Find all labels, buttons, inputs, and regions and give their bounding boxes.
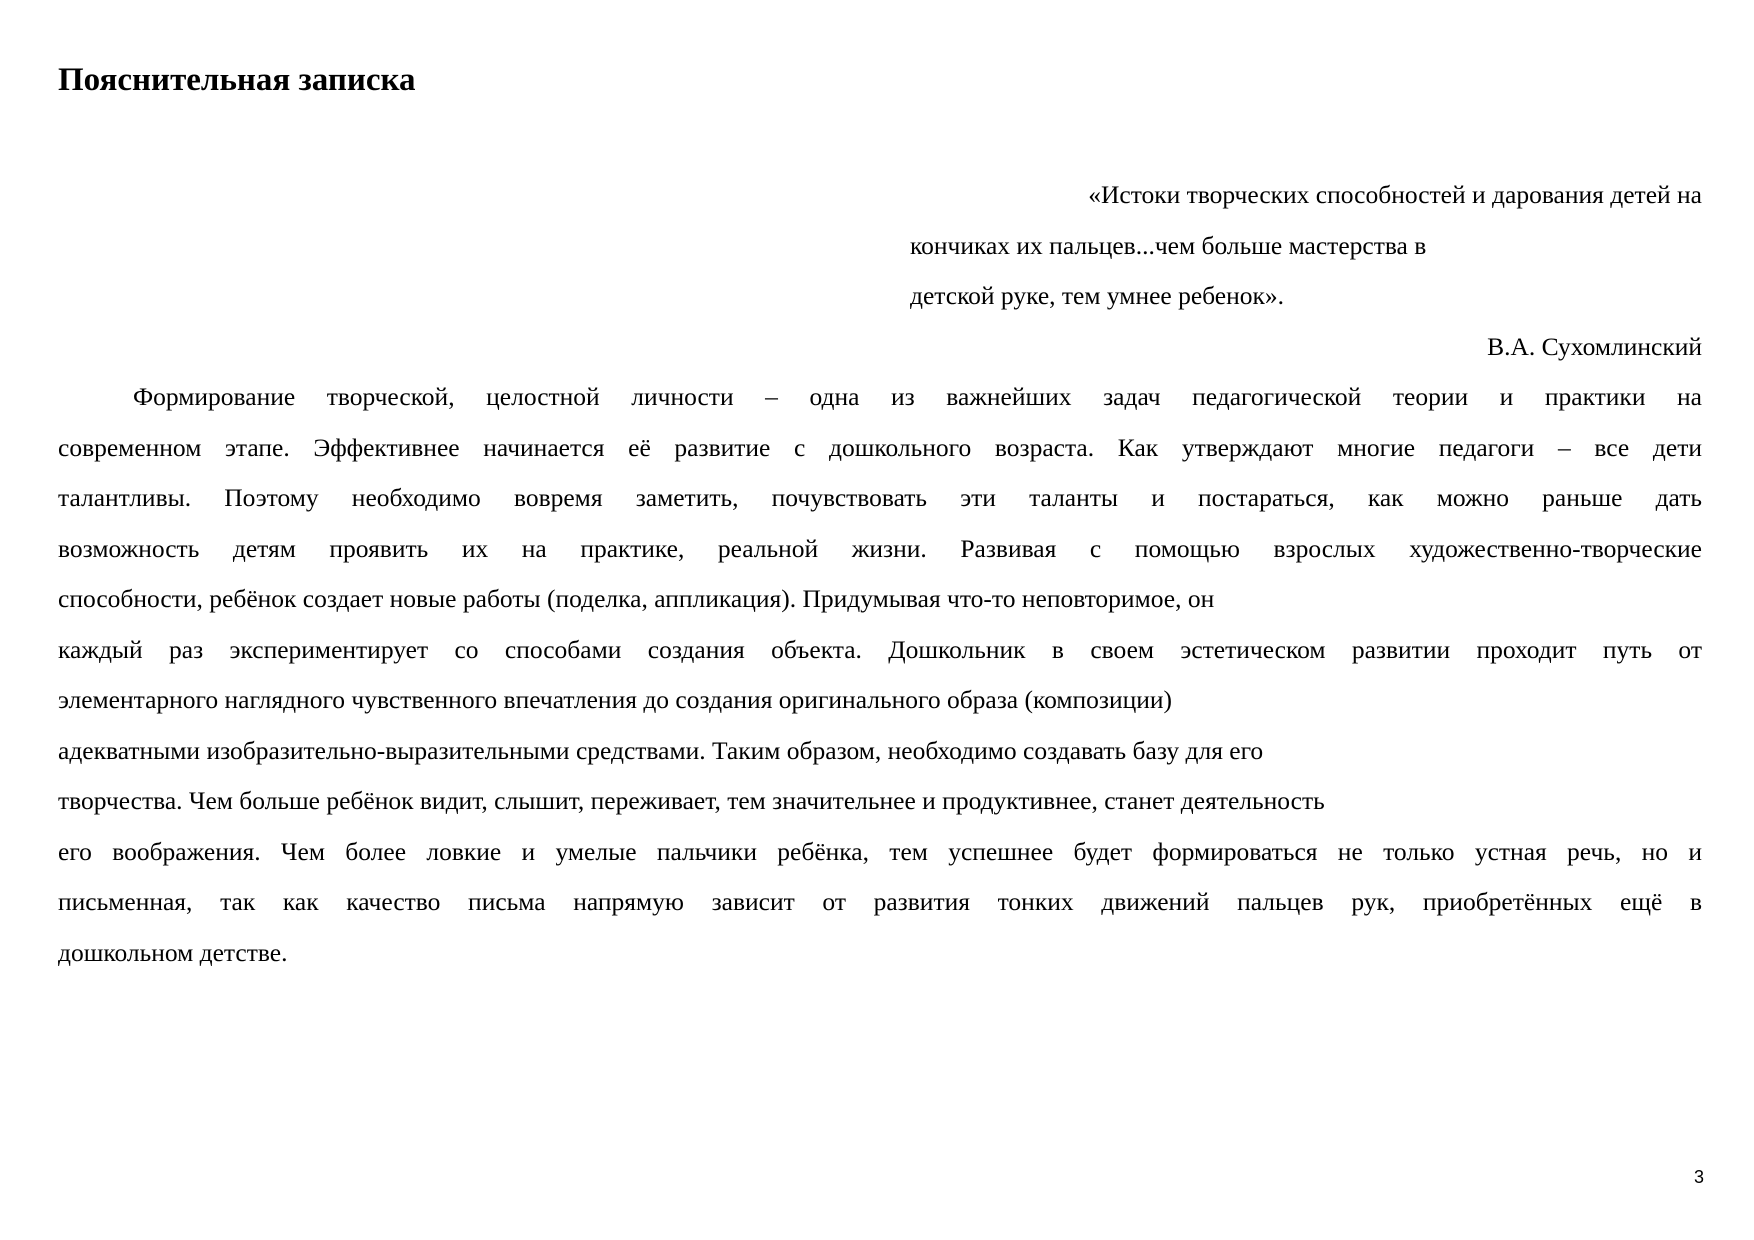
body-line-11: письменная, так как качество письма напрямую зависит от развития тонких движений пальцев рук, приобретённых ещё в [58, 887, 1702, 916]
body-line-4: возможность детям проявить их на практике, реальной жизни. Развивая с помощью взрослых художественно-творческие [58, 533, 1702, 563]
body-line-9: творчества. Чем больше ребёнок видит, слышит, переживает, тем значительнее и продуктивнее, станет деятельность [58, 786, 1325, 815]
epigraph-line-1: «Истоки творческих способностей и дарования детей на [1088, 180, 1702, 209]
body-paragraph [58, 372, 1702, 978]
page-number: 3 [1693, 1167, 1704, 1187]
body-line-7: элементарного наглядного чувственного впечатления до создания оригинального образа (композиции) [58, 685, 1173, 714]
body-line-1: Формирование творческой, целостной личности – одна из важнейших задач педагогической теории и практики на [133, 382, 1702, 411]
epigraph-line-2: кончиках их пальцев...чем больше мастерства в [910, 230, 1427, 260]
page-title: Пояснительная записка [58, 62, 416, 98]
body-line-2: современном этапе. Эффективнее начинается её развитие с дошкольного возраста. Как утверждают многие педагоги – все дети [58, 432, 1702, 462]
body-line-3: талантливы. Поэтому необходимо вовремя заметить, почувствовать эти таланты и постараться, как можно раньше дать [58, 483, 1702, 512]
body-line-12: дошкольном детстве. [58, 937, 288, 967]
epigraph [0, 170, 1702, 372]
body-line-10: его воображения. Чем более ловкие и умелые пальчики ребёнка, тем успешнее будет формироваться не только устная речь, но и [58, 836, 1702, 866]
body-line-8: адекватными изобразительно-выразительными средствами. Таким образом, необходимо создавать базу для его [58, 735, 1264, 765]
body-line-6: каждый раз экспериментирует со способами создания объекта. Дошкольник в своем эстетическом развитии проходит путь от [58, 634, 1702, 664]
epigraph-author: В.А. Сухомлинский [1487, 331, 1702, 361]
body-line-5: способности, ребёнок создает новые работы (поделка, аппликация). Придумывая что-то неповторимое, он [58, 584, 1215, 613]
epigraph-line-3: детской руке, тем умнее ребенок». [910, 281, 1285, 310]
